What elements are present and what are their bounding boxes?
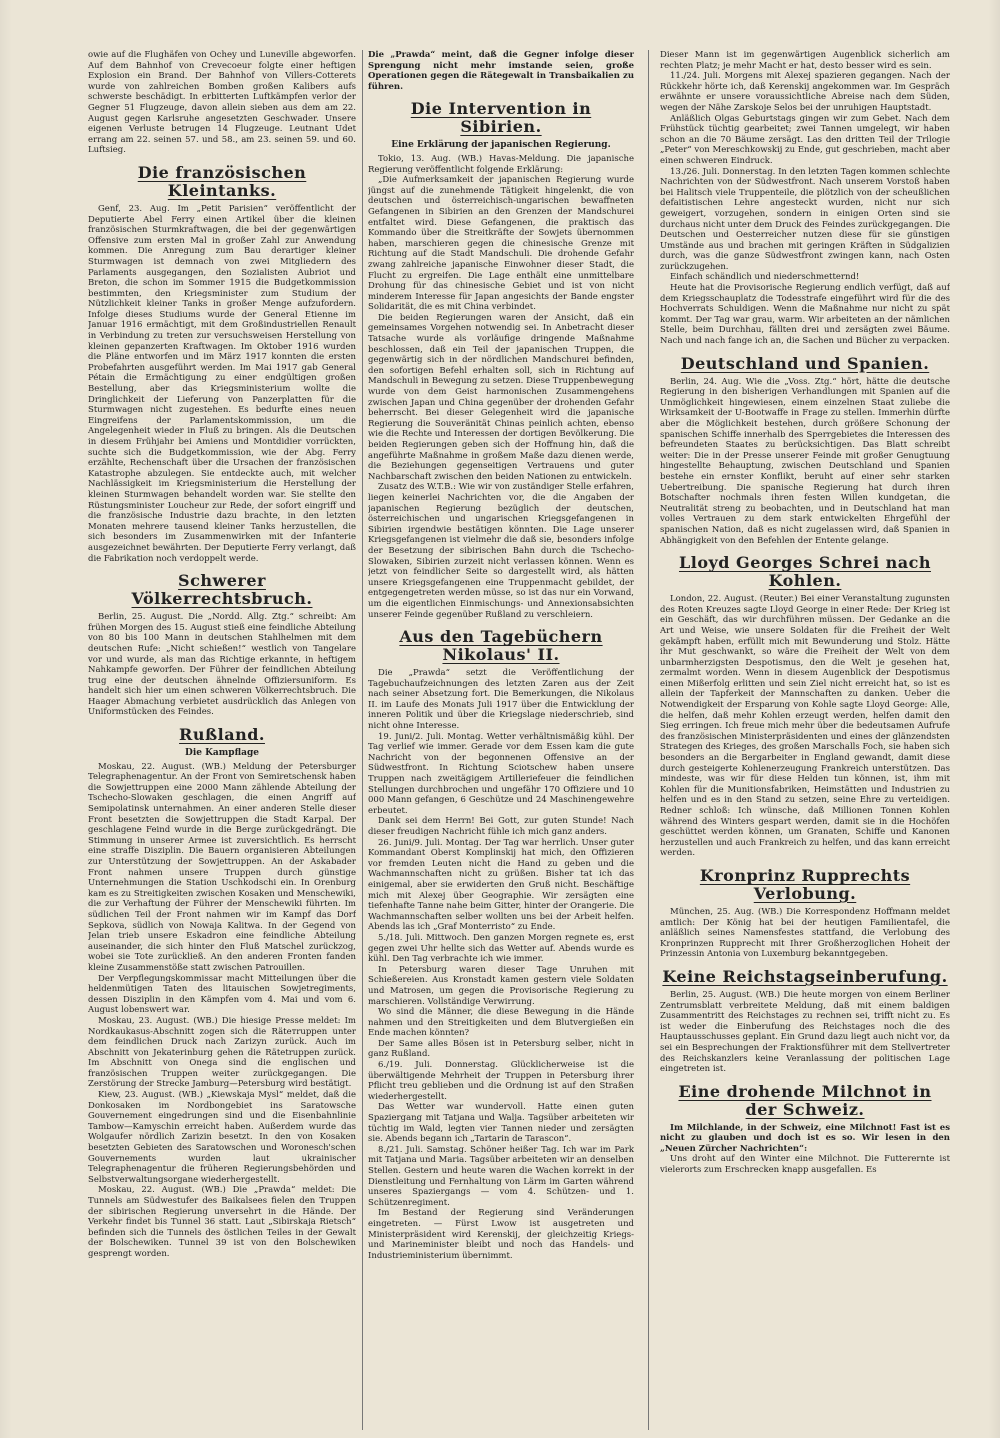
- paragraph: Dank sei dem Herrn! Bei Gott, zur guten Stunde! Nach dieser freudigen Nachricht fühle ich mich ganz anders.: [368, 816, 634, 837]
- paragraph: 6./19. Juli. Donnerstag. Glücklicherweise ist die überwältigende Mehrheit der Truppen in Petersburg ihrer Pflicht treu geblieben und die Ordnung ist auf den Straßen wiederhergestellt.: [368, 1060, 634, 1102]
- paragraph: Berlin, 25. August. Die „Nordd. Allg. Ztg.“ schreibt: Am frühen Morgen des 15. August stieß eine feindliche Abteilung von 80 bis 100 Mann in deutschen Stahlhelmen mit dem deutschen Rufe: „Nicht schießen!“ westlich von Tangelare vor und wurde, als man das Richtige erkannte, in heftigem Nahkampfe geworfen. Der Führer der feindlichen Abteilung trug eine der deutschen ähnelnde Offiziersuniform. Es handelt sich hier um einen schweren Völkerrechtsbruch. Die Haager Abmachung verbietet ausdrücklich das Anlegen von Uniformstücken des Feindes.: [88, 612, 356, 718]
- headline-reichstag: Keine Reichstagseinberufung.: [662, 966, 948, 986]
- paragraph: Der Verpflegungskommissar macht Mitteilungen über die heldenmütigen Taten des litauischen Sowjetregiments, dessen Disziplin in den Kämpfen vom 4. Mai und vom 6. August lobenswert war.: [88, 973, 356, 1016]
- paragraph: Einfach schändlich und niederschmetternd!: [670, 272, 860, 283]
- paragraph: Moskau, 22. August. (WB.) Meldung der Petersburger Telegraphenagentur. An der Front von Semiretschensk haben die Sowjettruppen eine 2000 Mann zählende Abteilung der Tschecho-Slowaken geschlagen, die einen Angriff auf Semipolatinsk unternahmen. An einer anderen Stelle dieser Front besetzten die Sowjettruppen die Stadt Karpal. Der geschlagene Feind wurde in die Berge zurückgedrängt. Die Stimmung in unserer Armee ist zuversichtlich. Es herrscht eine straffe Disziplin. Die Bauern organisieren Abteilungen zur Unterstützung der Sowjettruppen. An der Askabader Front nahmen unsere Truppen durch günstige Unternehmungen die Station Uschkodschi ein. In Orenburg kam es zu Streitigkeiten zwischen Kosaken und Menschewiki, die zur Verhaftung der Führer der Menschewiki führten. Im südlichen Teil der Front nahmen wir im Kampf das Dorf Sepkova, südlich von Nowaja Kalitwa. In der Gegend von Jelan trieb unsere Eskadron eine feindliche Abteilung auseinander, die sich hinter den Fluß Matschel zurückzog, wobei sie Tote zurückließ. An den anderen Fronten fanden kleine Zusammenstöße statt zwischen Patrouillen.: [88, 761, 356, 973]
- paragraph: München, 25. Aug. (WB.) Die Korrespondenz Hoffmann meldet amtlich: Der König hat bei der heutigen Familientafel, die anläßlich seines Namensfestes stattfand, die Verlobung des Kronprinzen Rupprecht mit Ihrer Großherzoglichen Hoheit der Prinzessin Antonia von Luxemburg bekanntgegeben.: [660, 906, 950, 960]
- headline-siberia: Die Intervention in Sibirien.: [410, 99, 592, 137]
- paragraph: owie auf die Flughäfen von Ochey und Luneville abgeworfen. Auf dem Bahnhof von Crevecoeur folgte einer heftigen Explosion ein Brand. Der Bahnhof von Villers-Cotterets wurde von zahlreichen Bomben großen Kalibers aufs schwerste beschädigt. In erbitterten Luftkämpfen verlor der Gegner 51 Flugzeuge, davon allein sieben aus dem am 22. August gegen Karlsruhe angesetzten Geschwader. Unsere eigenen Verluste betrugen 14 Flugzeuge. Leutnant Udet errang am 22. seinen 57. und 58., am 23. seinen 59. und 60. Luftsieg.: [88, 50, 356, 156]
- column-3: [660, 50, 950, 1430]
- paragraph: Kiew, 23. August. (WB.) „Kiewskaja Mysl“ meldet, daß die Donkosaken im Nordbongebiet ins Saratowsche Gouvernement eingedrungen sind und die Eisenbahnlinie Tambow—Kamyschin erreicht haben. Außerdem wurde das Wolgaufer nördlich Zarizin besetzt. In den von Kosaken besetzten Gebieten des Saratowschen und Woronesch'schen Gouvernements wurden laut ukrainischer Telegraphenagentur die früheren Regierungsbehörden und Selbstverwaltungsorgane wiederhergestellt.: [88, 1090, 356, 1185]
- paragraph: Die „Prawda“ setzt die Veröffentlichung der Tagebuchaufzeichnungen des letzten Zaren aus der Zeit nach seiner Absetzung fort. Die Bemerkungen, die Nikolaus II. im Laufe des Monats Juli 1917 über die Entwicklung der inneren Politik und über die Kriegslage niederschrieb, sind nicht ohne Interesse.: [368, 668, 634, 732]
- paragraph: In Petersburg waren dieser Tage Unruhen mit Schießereien. Aus Kronstadt kamen gestern viele Soldaten und Matrosen, um gegen die Provisorische Regierung zu marschieren. Vollständige Verwirrung.: [368, 964, 634, 1007]
- paragraph: Anläßlich Olgas Geburtstags gingen wir zum Gebet. Nach dem Frühstück tüchtig gearbeitet; zwei Tannen umgelegt, wir haben schon an die 70 Bäume zersägt. Las den dritten Teil der Trilogie „Peter“ von Mereschkowskij zu Ende, gut geschrieben, macht aber einen schweren Eindruck.: [660, 113, 950, 166]
- paragraph: Berlin, 25. August. (WB.) Die heute morgen von einem Berliner Zentrumsblatt verbreitete Meldung, daß mit einem baldigen Zusammentritt des Reichstages zu rechnen sei, trifft nicht zu. Es ist weder die Einberufung des Reichstages noch die des Hauptausschusses geplant. Ein Grund dazu liegt auch nicht vor, da sei ein Besprechungen der Fraktionsführer mit dem Stellvertreter des Reichskanzlers keine Veranlassung der politischen Lage eingetreten ist.: [660, 989, 950, 1075]
- paragraph: Heute hat die Provisorische Regierung endlich verfügt, daß auf dem Kriegsschauplatz die Todesstrafe eingeführt wird für die des Hochverrats Schuldigen. Wenn die Maßnahme nur nicht zu spät kommt. Der Tag war grau, warm. Wir arbeiteten an der nämlichen Stelle, beim Durchhau, fällten drei und zersägten zwei Bäume. Nach und nach fange ich an, die Sachen und Bücher zu verpacken.: [660, 283, 950, 347]
- column-rule: [648, 50, 649, 1430]
- paragraph: London, 22. August. (Reuter.) Bei einer Veranstaltung zugunsten des Roten Kreuzes sagte Lloyd George in einer Rede: Der Krieg ist ein Geschäft, das wir durchführen müssen. Der Gedanke an die Art und Weise, wie unsere Soldaten für die Freiheit der Welt gekämpft haben, erfüllt mich mit Bewunderung und Stolz. Hätte ihr Mut geschwankt, so wäre die Freiheit der Welt von dem unbarmherzigsten Despotismus, den die Welt je gesehen hat, zermalmt worden. Wenn in diesem Augenblick der Despotismus einen Mißerfolg erlitten und sein Ziel nicht erreicht hat, so ist es allein der Tapferkeit der Mannschaften zu danken. Ueber die Notwendigkeit der Ersparung von Kohle sagte Lloyd George: Alle, die helfen, daß mehr Kohlen erzeugt werden, helfen damit den Sieg erringen. Ich freue mich mehr über die bedeutsamen Aufrufe des französischen Ministerpräsidenten und eines der glänzendsten Strategen des Krieges, des großen Marschalls Foch, sie haben sich besonders an die Bergarbeiter in England gewandt, damit diese durch gesteigerte Kohlenerzeugung Frankreich unterstützen. Das mindeste, was wir für diese Helden tun können, ist, ihm mit Kohlen für die Munitionsfabriken, Heimstätten und Industrien zu helfen und es in den Stand zu setzen, seine Ehre zu verteidigen. Redner schloß: Ich wünsche, daß Millionen Tonnen Kohlen während des Winters gespart werden, damit sie in die Hochöfen geschüttet werden können, um Granaten, Schiffe und Kanonen herzustellen und auch Frankreich zu helfen, und das kann erreicht werden.: [660, 594, 950, 859]
- headline-war-crime: Schwerer Völkerrechtsbruch.: [131, 571, 313, 609]
- paragraph: Moskau, 23. August. (WB.) Die hiesige Presse meldet: Im Nordkaukasus-Abschnitt zogen sich die Räteтruppen unter dem feindlichen Druck nach Zarizyn zurück. Auch im Abschnitt von Jekaterinburg gehen die Rätetruppen zurück. Im Abschnitt von Onega sind die englischen und französischen Truppen weiter zurückgegangen. Die Zerstörung der Strecke Jamburg—Petersburg wird bestätigt.: [88, 1015, 356, 1090]
- paragraph: 26. Juni/9. Juli. Montag. Der Tag war herrlich. Unser guter Kommandant Oberst Komplinskij hat mich, den Offizieren vor fremden Leuten nicht die Hand zu geben und die Wachmannschaften nicht zu grüßen. Bisher tat ich das einigemal, aber sie erwiderten den Gruß nicht. Beschäftige mich mit Alexej über Geographie. Wir zersägten eine tiefenhafte Tanne nahe beim Gitter, hinter der Orangerie. Die Wachmannschaften selber wollten uns bei der Arbeit helfen. Abends las ich „Graf Monterristo“ zu Ende.: [368, 837, 634, 933]
- headline-germany-spain: Deutschland und Spanien.: [680, 353, 930, 373]
- paragraph: Dieser Mann ist im gegenwärtigen Augenblick sicherlich am rechten Platz; je mehr Macht er hat, desto besser wird es sein.: [660, 50, 950, 71]
- headline-milk-shortage: Eine drohende Milchnot in der Schweiz.: [678, 1081, 932, 1119]
- subheadline: Eine Erklärung der japanischen Regierung.: [391, 140, 611, 151]
- headline-nicholas-diaries: Aus den Tagebüchern Nikolaus' II.: [399, 627, 603, 665]
- column-1: [88, 50, 356, 1430]
- paragraph: Zusatz des W.T.B.: Wie wir von zuständiger Stelle erfahren, liegen keinerlei Nachrichten vor, die die Angaben der japanischen Regierung bezüglich der deutschen, österreichischen und ungarischen Kriegsgefangenen in Sibirien irgendwie bestätigen könnten. Die Lage unserer Kriegsgefangenen ist vielmehr die daß sie, besonders infolge der Besetzung der sibirischen Bahn durch die Tschecho-Slowaken, Sibirien zurzeit nicht verlassen können. Wenn es jetzt von feindlicher Seite so dargestellt wird, als hätten unsere Kriegsgefangenen eine Truppenmacht gebildet, der entgegengetreten werden müsse, so ist das nur ein Vorwand, um die eigentlichen Einmischungs- und Annexionsabsichten unserer Feinde gegenüber Rußland zu verschleiern.: [368, 482, 634, 620]
- paragraph: 5./18. Juli. Mittwoch. Den ganzen Morgen regnete es, erst gegen zwei Uhr hellte sich das Wetter auf. Abends wurde es kühl. Den Tag verbrachte ich wie immer.: [368, 932, 634, 965]
- paragraph: 13./26. Juli. Donnerstag. In den letzten Tagen kommen schlechte Nachrichten von der Südwestfront. Nach unserem Vorstoß haben bei Halitsch viele Truppenteile, die plötzlich von der scheußlichen defaitistischen Lehre angesteckt wurden, nicht nur sich geweigert, vorzugehen, sondern in einigen Orten sind sie durchaus nicht unter dem Druck des Feindes zurückgegangen. Die Deutschen und Oesterreicher nutzen diese für sie günstigen Umstände aus und brachen mit geringen Kräften in Südgalizien durch, was die ganze Südwestfront zwingen kann, nach Osten zurückzugehen.: [660, 166, 950, 272]
- paragraph: „Die Aufmerksamkeit der japanischen Regierung wurde jüngst auf die zunehmende Tätigkeit hingelenkt, die von deutschen und österreichisch-ungarischen bewaffneten Gefangenen in Sibirien an den Grenzen der Mandschurei entfaltet wird. Diese Gefangenen, die praktisch das Kommando über die Streitkräfte der Sowjets übernommen haben, marschieren gegen die chinesische Grenze mit Richtung auf die Stadt Mandschuli. Die drohende Gefahr zwang zahlreiche japanische Einwohner dieser Stadt, die Flucht zu ergreifen. Die Lage enthält eine unmittelbare Drohung für das chinesische Gebiet und ist von nicht minderem Interesse für Japan angesichts der Bande engster Solidarität, die es mit China verbindet.: [368, 175, 634, 313]
- headline-rupprecht: Kronprinz Rupprechts Verlobung.: [699, 865, 911, 903]
- column-2: [368, 50, 634, 1430]
- paragraph: Das Wetter war wundervoll. Hatte einen guten Spaziergang mit Tatjana und Walja. Tagsüber arbeiteten wir tüchtig im Wald, legten vier Tannen nieder und zersägten sie. Abends begann ich „Tartarin de Tarascon“.: [368, 1102, 634, 1145]
- headline-french-tanks: Die französischen Kleintanks.: [137, 162, 307, 200]
- paragraph: Uns droht auf den Winter eine Milchnot. Die Futterernte ist vielerorts zum Erschrecken knapp ausgefallen. Es: [660, 1154, 950, 1176]
- subheadline: Die Kampflage: [185, 748, 259, 759]
- headline-russia: Rußland.: [179, 725, 265, 745]
- paragraph: Der Same alles Bösen ist in Petersburg selber, nicht in ganz Rußland.: [368, 1038, 634, 1060]
- paragraph: Die „Prawda“ meint, daß die Gegner infolge dieser Sprengung nicht mehr imstande seien, große Operationen gegen die Rätegewalt in Transbaikalien zu führen.: [368, 50, 634, 92]
- paragraph: Genf, 23. Aug. Im „Petit Parisien“ veröffentlicht der Deputierte Abel Ferry einen Artikel über die kleinen französischen Sturmkraftwagen, die bei der gegenwärtigen Offensive zum ersten Mal in großer Zahl zur Anwendung kommen. Die Anregung zum Bau derartiger kleiner Sturmwagen ist demnach von zwei Mitgliedern des Parlaments ausgegangen, den Sozialisten Aubriot und Breton, die schon im Sommer 1915 die Budgetkommission bestimmten, den Kriegsminister zum Studium der Nützlichkeit kleiner Tanks in großer Menge aufzufordern. Infolge dieses Studiums wurde der General Etienne im Januar 1916 ermächtigt, mit dem Großindustriellen Renault in Verbindung zu treten zur versuchsweisen Herstellung von kleinen gepanzerten Kraftwagen. Im Oktober 1916 wurden die Pläne entworfen und im März 1917 konnten die ersten Probefahrten ausgeführt werden. Im Mai 1917 gab General Pétain die Ermächtigung zu einer endgültigen großen Bestellung, aber das Kriegsministerium wollte die Dringlichkeit der Lieferung von Panzerplatten für die Sturmwagen nicht zugestehen. Es bedurfte eines neuen Eingreifens der Parlamentskommission, um die Angelegenheit wieder in Fluß zu bringen. Als die Deutschen in diesem Frühjahr bei Amiens und Montdidier vorrückten, suchte sich die Budgetkommission, wie der Abg. Ferry erzählte, Rechenschaft über die Ursachen der französischen Katastrophe abzulegen. Sie entdeckte auch, mit welcher Nachlässigkeit im Kriegsministerium die Herstellung der kleinen Sturmwagen behandelt worden war. Sie stellte den Rüstungsminister Loucheur zur Rede, der sofort eingriff und die französische Industrie dazu brachte, in den letzten Monaten mehrere tausend kleiner Tanks herzustellen, die sich besonders im Zusammenwirken mit der Infanterie ausgezeichnet bewährten. Der Deputierte Ferry verlangt, daß die Fabrikation noch verdoppelt werde.: [88, 203, 356, 564]
- paragraph: 11./24. Juli. Morgens mit Alexej spazieren gegangen. Nach der Rückkehr hörte ich, daß Kerenskij angekommen war. Im Gespräch erwähnte er unsere voraussichtliche Abreise nach dem Süden, wegen der Nähe Zarskoje Selos bei der unruhigen Hauptstadt.: [660, 71, 950, 113]
- paragraph: 19. Juni/2. Juli. Montag. Wetter verhältnismäßig kühl. Der Tag verlief wie immer. Gerade vor dem Essen kam die gute Nachricht von der begonnenen Offensive an der Südwestfront. In Richtung Sciotschew haben unsere Truppen nach zweitägigem Artilleriefeuer die feindlichen Stellungen durchbrochen und ungefähr 170 Offiziere und 10 000 Mann gefangen, 6 Geschütze und 24 Maschinengewehre erbeutet.: [368, 731, 634, 816]
- headline-lloyd-george: Lloyd Georges Schrei nach Kohlen.: [678, 553, 931, 591]
- paragraph: Berlin, 24. Aug. Wie die „Voss. Ztg.“ hört, hätte die deutsche Regierung in den bisherigen Verhandlungen mit Spanien auf die Unmöglichkeit hingewiesen, einem einzelnen Staat zuliebe die Wirksamkeit der U-Bootwaffe in Frage zu stellen. Immerhin dürfte aber die Möglichkeit bestehen, durch größere Schonung der spanischen Schiffe innerhalb des Sperrgebietes die Interessen des befreundeten Staates zu berücksichtigen. Das Blatt schreibt weiter: Die in der Presse unserer Feinde mit großer Genugtuung hingestellte Behauptung, zwischen Deutschland und Spanien bestehe ein ernster Konflikt, beruht auf einer sehr starken Uebertreibung. Die spanische Regierung hat durch ihren Botschafter nochmals ihren festen Willen kundgetan, die Neutralität streng zu beobachten, und in Deutschland hat man volles Vertrauen zu dem stark entwickelten Ehrgefühl der spanischen Nation, daß es nicht zugelassen wird, daß Spanien in Abhängigkeit von den Befehlen der Entente gelange.: [660, 376, 950, 546]
- paragraph: Moskau, 22. August. (WB.) Die „Prawda“ meldet: Die Tunnels am Südwestufer des Baikalsees fielen den Truppen der sibirischen Regierung unversehrt in die Hände. Der Verkehr findet bis Tunnel 36 statt. Laut „Sibirskaja Rietsch“ befinden sich die Tunnels des östlichen Teiles in der Gewalt der Bolschewiken. Tunnel 39 ist von den Bolschewiken gesprengt worden.: [88, 1185, 356, 1259]
- paragraph: Im Bestand der Regierung sind Veränderungen eingetreten. — Fürst Lwow ist ausgetreten und Ministerpräsident wird Kerenskij, der gleichzeitig Kriegs- und Marineminister bleibt und noch das Handels- und Industrieministerium übernimmt.: [368, 1208, 634, 1261]
- paragraph: Tokio, 13. Aug. (WB.) Havas-Meldung. Die japanische Regierung veröffentlicht folgende Erklärung:: [368, 153, 634, 175]
- paragraph: Die beiden Regierungen waren der Ansicht, daß ein gemeinsames Vorgehen notwendig sei. In Anbetracht dieser Tatsache wurde als vorläufige dringende Maßnahme beschlossen, daß ein Teil der japanischen Truppen, die gegenwärtig sich in der nördlichen Mandschurei befinden, den sofortigen Befehl erhalten soll, sich in Richtung auf Mandschuli in Bewegung zu setzen. Diese Truppenbewegung wurde von dem Geist harmonischen Zusammengehens zwischen Japan und China gegenüber der drohenden Gefahr beherrscht. Bei dieser Gelegenheit wird die japanische Regierung die Souveränität Chinas peinlich achten, ebenso wie die Rechte und Interessen der dortigen Bevölkerung. Die beiden Regierungen geben sich der Hoffnung hin, daß die angeführte Maßnahme in großem Maße dazu dienen werde, die Beziehungen gegenseitigen Vertrauens und guter Nachbarschaft zwischen den beiden Nationen zu entwickeln.: [368, 312, 634, 482]
- column-rule: [362, 50, 363, 1430]
- paragraph: Wo sind die Männer, die diese Bewegung in die Hände nahmen und den Streitigkeiten und dem Blutvergießen ein Ende machen könnten?: [368, 1007, 634, 1039]
- paragraph: 8./21. Juli. Samstag. Schöner heißer Tag. Ich war im Park mit Tatjana und Maria. Tagsüber arbeiteten wir an denselben Stellen. Gestern und heute waren die Wachen korrekt in der Dienstleitung und Fernhaltung von Lärm im Garten während unseres Spaziergangs — vom 4. Schützen- und 1. Schützenregiment.: [368, 1144, 634, 1208]
- paragraph: Im Milchlande, in der Schweiz, eine Milchnot! Fast ist es nicht zu glauben und doch ist es so. Wir lesen in den „Neuen Zürcher Nachrichten“:: [660, 1122, 950, 1154]
